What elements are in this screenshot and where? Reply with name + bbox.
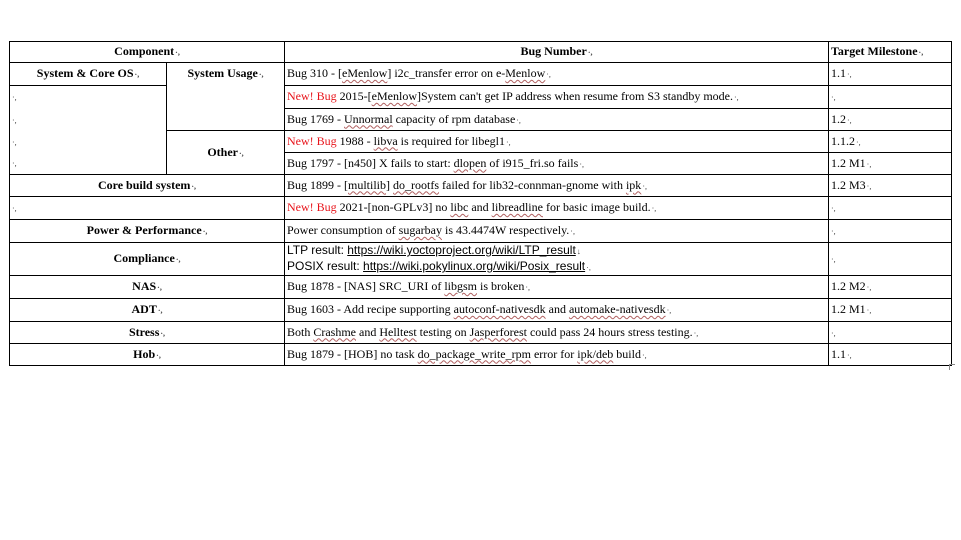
bug-cell: Both Crashme and Helltest testing on Jasperforest could pass 24 hours stress testing.·, — [285, 322, 829, 344]
bug-cell: New! Bug 2021-[non-GPLv3] no libc and libreadline for basic image build.·, — [285, 197, 829, 220]
empty-component-cell: ·, — [10, 197, 285, 220]
bug-cell: New! Bug 2015-[eMenlow]System can't get IP address when resume from S3 standby mode.·, — [285, 86, 829, 109]
table-row — [10, 197, 952, 220]
component-adt: ADT·, — [10, 299, 285, 322]
bug-cell: New! Bug 1988 - libva is required for libegl1·, — [285, 131, 829, 153]
milestone-cell: ·, — [829, 86, 952, 109]
group-system-core-os: System & Core OS·, — [10, 63, 167, 86]
ltp-result-line: LTP result: https://wiki.yoctoproject.org/wiki/LTP_result↓ — [287, 243, 581, 257]
posix-result-link[interactable]: https://wiki.pokylinux.org/wiki/Posix_result — [363, 259, 586, 273]
bug-cell: Bug 1769 - Unnormal capacity of rpm database·, — [285, 109, 829, 131]
bug-cell: Bug 1797 - [n450] X fails to start: dlopen of i915_fri.so fails·, — [285, 153, 829, 175]
milestone-cell: 1.2 M2·, — [829, 276, 952, 299]
component-power-performance: Power & Performance·, — [10, 220, 285, 243]
table-header-row — [10, 42, 952, 63]
empty-component-cell: ·, — [10, 153, 167, 175]
empty-component-cell: ·, — [10, 86, 167, 109]
table-row — [10, 153, 952, 175]
milestone-cell: 1.1.2·, — [829, 131, 952, 153]
table-end-corner-mark — [949, 364, 955, 370]
milestone-cell: 1.2 M3·, — [829, 175, 952, 197]
new-bug-flag: New! Bug — [287, 200, 337, 214]
empty-component-cell: ·, — [10, 109, 167, 131]
bug-cell: Power consumption of sugarbay is 43.4474W respectively.·, — [285, 220, 829, 243]
table-row — [10, 63, 952, 86]
new-bug-flag: New! Bug — [287, 89, 337, 103]
table-row — [10, 109, 952, 131]
milestone-cell: 1.2 M1·, — [829, 153, 952, 175]
milestone-cell: 1.1·, — [829, 344, 952, 366]
ltp-result-link[interactable]: https://wiki.yoctoproject.org/wiki/LTP_result — [347, 243, 576, 257]
milestone-cell: ·, — [829, 220, 952, 243]
milestone-cell: ·, — [829, 322, 952, 344]
header-target-milestone: Target Milestone·, — [829, 42, 952, 63]
component-compliance: Compliance·, — [10, 243, 285, 276]
table-row — [10, 86, 952, 109]
milestone-cell: 1.2·, — [829, 109, 952, 131]
bug-cell: Bug 1603 - Add recipe supporting autoconf-nativesdk and automake-nativesdk·, — [285, 299, 829, 322]
group-other: Other·, — [167, 131, 285, 175]
posix-result-line: POSIX result: https://wiki.pokylinux.org/wiki/Posix_result·, — [287, 259, 592, 273]
table-row — [10, 322, 952, 344]
bug-report-document — [9, 41, 951, 366]
new-bug-flag: New! Bug — [287, 133, 337, 148]
bug-table — [9, 41, 952, 366]
empty-component-cell: ·, — [10, 131, 167, 153]
milestone-cell: 1.1·, — [829, 63, 952, 86]
milestone-cell: ·, — [829, 243, 952, 276]
table-row — [10, 276, 952, 299]
bug-cell: Bug 1899 - [multilib] do_rootfs failed for lib32-connman-gnome with ipk·, — [285, 175, 829, 197]
component-core-build-system: Core build system·, — [10, 175, 285, 197]
table-row — [10, 220, 952, 243]
bug-cell: Bug 310 - [eMenlow] i2c_transfer error on e-Menlow·, — [285, 63, 829, 86]
table-row — [10, 344, 952, 366]
group-system-usage: System Usage·, — [167, 63, 285, 131]
compliance-results-cell — [285, 243, 829, 276]
table-row — [10, 175, 952, 197]
bug-cell: Bug 1878 - [NAS] SRC_URI of libgsm is broken·, — [285, 276, 829, 299]
component-nas: NAS·, — [10, 276, 285, 299]
header-component: Component·, — [10, 42, 285, 63]
milestone-cell: 1.2 M1·, — [829, 299, 952, 322]
table-row — [10, 299, 952, 322]
component-hob: Hob·, — [10, 344, 285, 366]
table-row — [10, 243, 952, 276]
milestone-cell: ·, — [829, 197, 952, 220]
bug-cell: Bug 1879 - [HOB] no task do_package_write_rpm error for ipk/deb build·, — [285, 344, 829, 366]
table-row — [10, 131, 952, 153]
header-bug-number: Bug Number·, — [285, 42, 829, 63]
component-stress: Stress·, — [10, 322, 285, 344]
